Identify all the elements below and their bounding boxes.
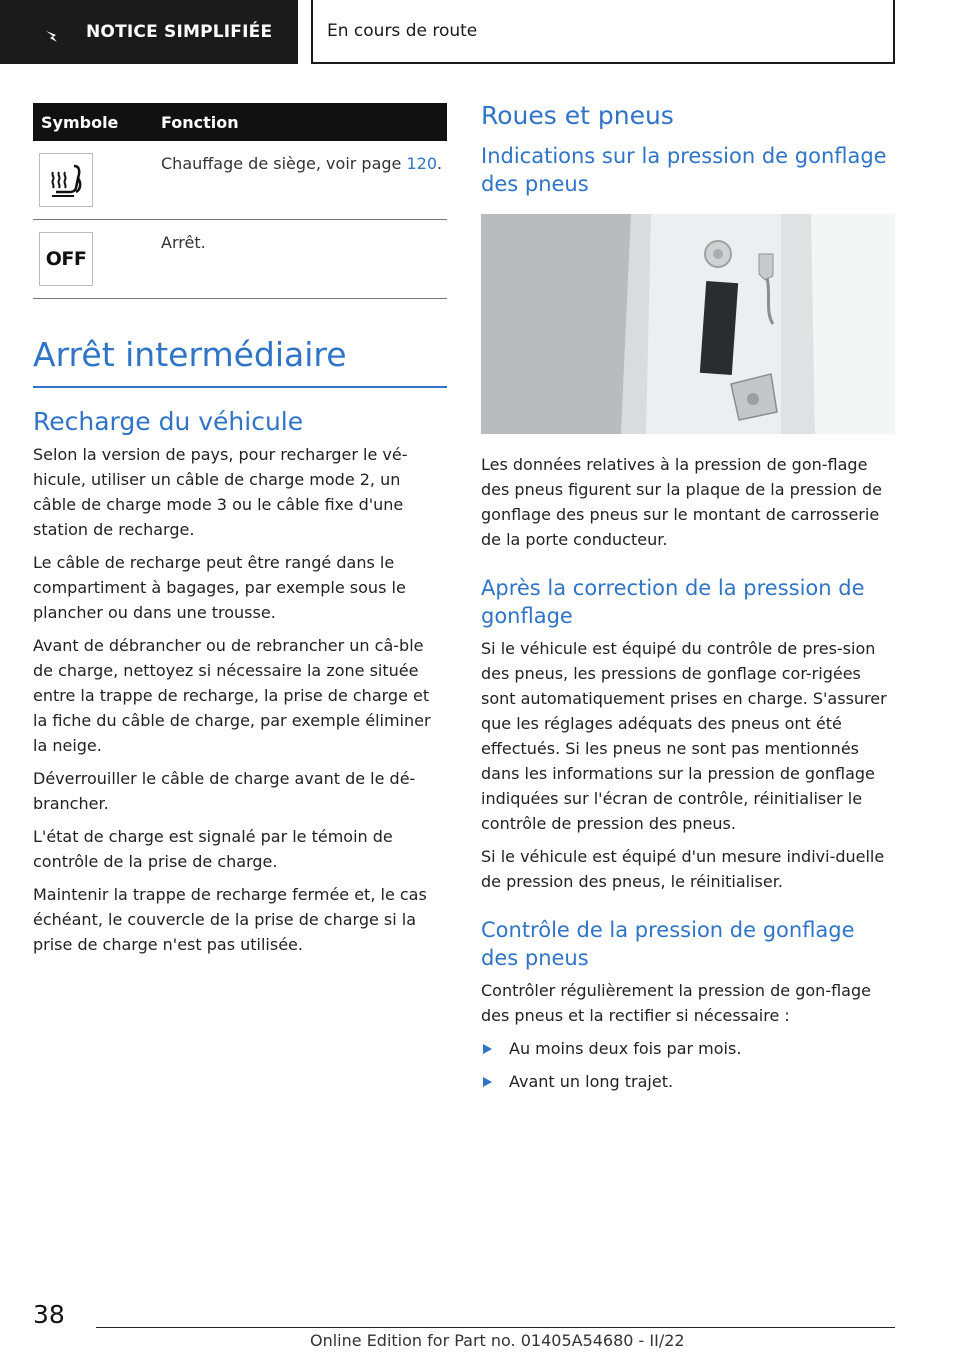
paragraph: L'état de charge est signalé par le témoin de contrôle de la prise de charge.	[33, 827, 393, 871]
table-row	[33, 220, 447, 299]
list-item-text: Au moins deux fois par mois.	[509, 1039, 742, 1058]
heading-indications-pression: Indications sur la pression de gonflage des pneus	[481, 144, 887, 196]
heading-roues-pneus: Roues et pneus	[481, 101, 674, 130]
section-title: En cours de route	[311, 0, 895, 64]
paragraph: Les données relatives à la pression de gon-flage des pneus figurent sur la plaque de la pression de gonflage des pneus sur le montant de carrosserie de la porte conducteur.	[481, 455, 882, 549]
edition-text: Online Edition for Part no. 01405A54680 - II/22	[310, 1331, 685, 1350]
door-pillar-photo	[481, 214, 895, 434]
bullet-list	[481, 1036, 895, 1094]
heading-recharge: Recharge du véhicule	[33, 407, 304, 436]
paragraph: Maintenir la trappe de recharge fermée et, le cas échéant, le couvercle de la prise de charge si la prise de charge n'est pas utilisée.	[33, 885, 427, 954]
paragraph: Si le véhicule est équipé d'un mesure indivi-duelle de pression des pneus, le réinitialiser.	[481, 847, 885, 891]
bullet-triangle-icon	[483, 1044, 492, 1054]
function-description: Chauffage de siège, voir page	[161, 154, 407, 173]
table-header-function: Fonction	[161, 103, 447, 141]
paragraph: Selon la version de pays, pour recharger le vé-hicule, utiliser un câble de charge mode 2, un câble de charge mode 3 ou le câble fixe d'une station de recharge.	[33, 445, 408, 539]
heading-arret-intermediaire: Arrêt intermédiaire	[33, 335, 447, 388]
heading-apres-correction: Après la correction de la pression de gonflage	[481, 576, 865, 628]
seat-heating-icon	[39, 153, 93, 207]
list-item	[481, 1069, 895, 1094]
right-column	[481, 100, 895, 1102]
table-row	[33, 141, 447, 220]
chapter-title: NOTICE SIMPLIFIÉE	[86, 22, 273, 42]
list-item-text: Avant un long trajet.	[509, 1072, 674, 1091]
bullet-triangle-icon	[483, 1077, 492, 1087]
footer-divider	[96, 1327, 895, 1328]
paragraph: Le câble de recharge peut être rangé dans le compartiment à bagages, par exemple sous le plancher ou dans une trousse.	[33, 553, 406, 622]
left-column	[33, 103, 447, 965]
paragraph: Avant de débrancher ou de rebrancher un câ-ble de charge, nettoyez si nécessaire la zone située entre la trappe de recharge, la prise de charge et la fiche du câble de charge, par exemple éliminer la neige.	[33, 636, 431, 755]
paragraph: Déverrouiller le câble de charge avant de le dé-brancher.	[33, 769, 416, 813]
paragraph: Si le véhicule est équipé du contrôle de pres-sion des pneus, les pressions de gonflage cor-rigées sont automatiquement prises en charge. S'assurer que les réglages adéquats des pneus ont été effectués. Si les pneus ne sont pas mentionnés dans les informations sur la pression de gonflage indiquées sur l'écran de contrôle, réinitialiser le contrôle de pression des pneus.	[481, 639, 887, 833]
paragraph: Contrôler régulièrement la pression de gon-flage des pneus et la rectifier si nécessaire :	[481, 981, 871, 1025]
off-symbol-text: OFF	[45, 248, 87, 270]
page-link[interactable]: 120	[406, 154, 438, 173]
quick-guide-icon	[44, 29, 66, 43]
function-punctuation: .	[437, 154, 443, 173]
table-header-symbol: Symbole	[33, 103, 161, 141]
off-icon	[39, 232, 93, 286]
list-item	[481, 1036, 895, 1061]
page-number: 38	[33, 1300, 65, 1329]
chapter-tab[interactable]	[0, 0, 298, 64]
function-text	[161, 141, 447, 220]
function-text: Arrêt.	[161, 220, 447, 299]
heading-controle-pression: Contrôle de la pression de gonflage des pneus	[481, 918, 855, 970]
symbol-table	[33, 103, 447, 299]
